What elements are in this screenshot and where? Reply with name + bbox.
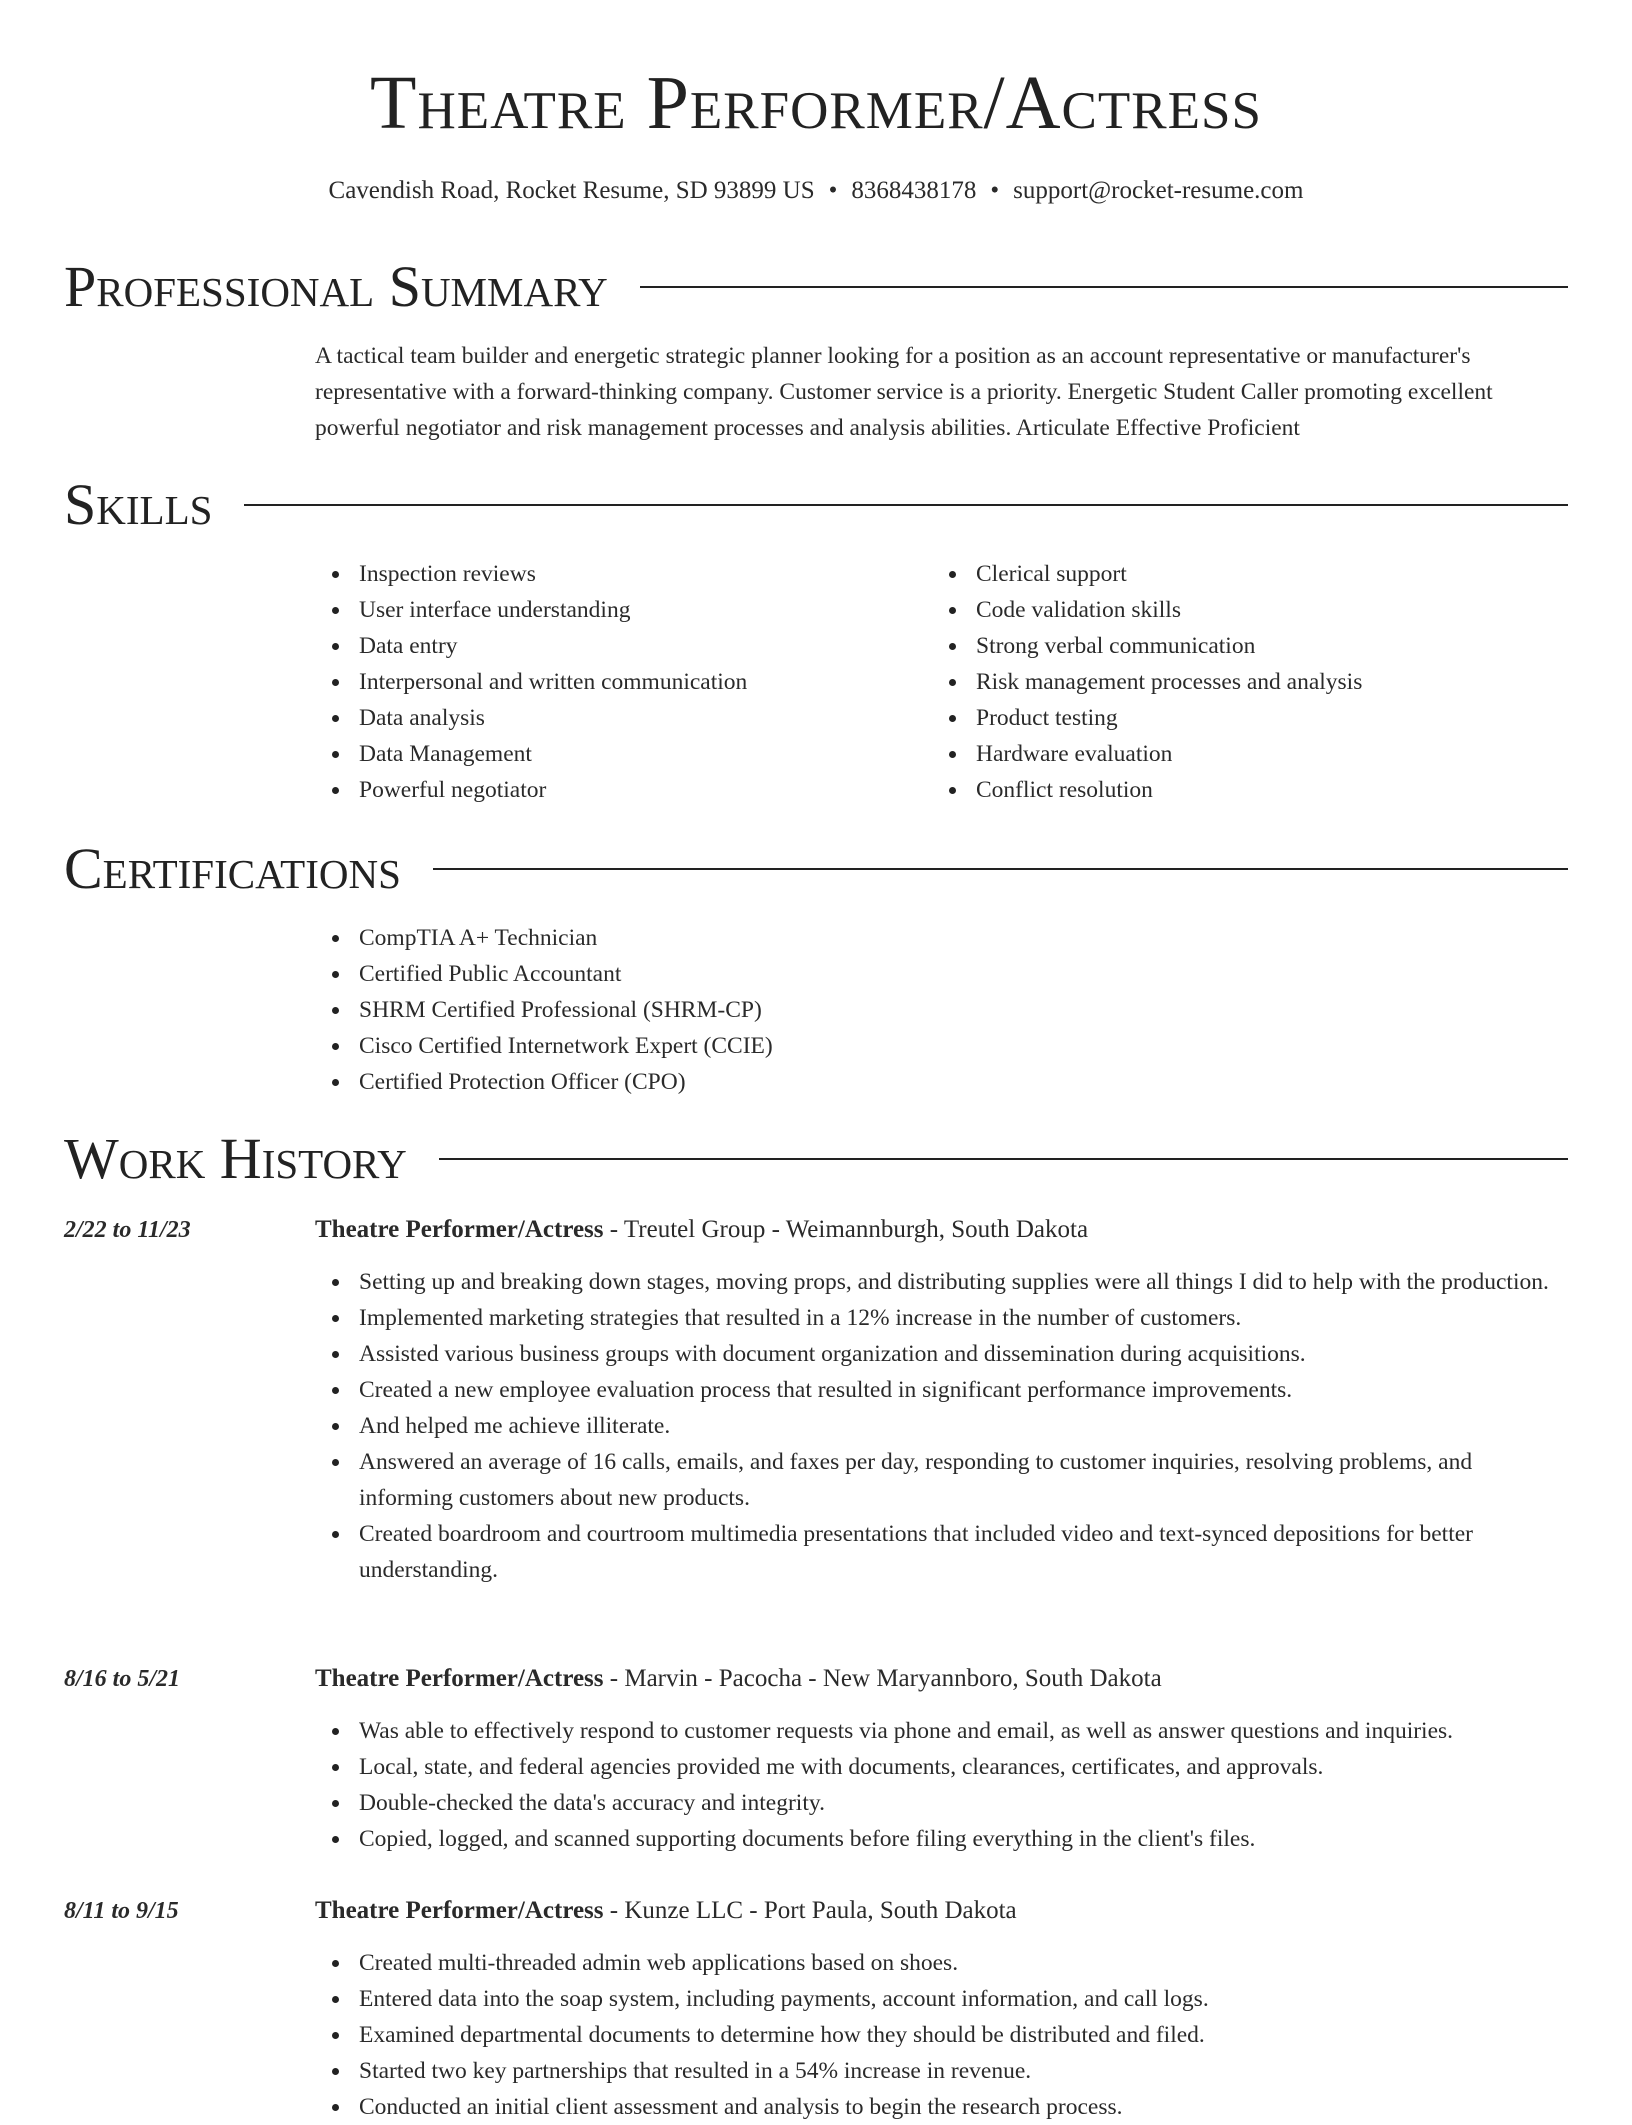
skill-item: Code validation skills (932, 592, 1568, 628)
job-bullet: Started two key partnerships that resulted in a 54% increase in revenue. (315, 2053, 1568, 2089)
job-bullets (315, 1264, 1568, 1588)
certification-item: CompTIA A+ Technician (315, 920, 1568, 956)
job-title-line (315, 1212, 1568, 1248)
certification-item: Certified Public Accountant (315, 956, 1568, 992)
job-bullet: Examined departmental documents to determine how they should be distributed and filed. (315, 2017, 1568, 2053)
job-bullet: Copied, logged, and scanned supporting documents before filing everything in the client's files. (315, 1821, 1568, 1857)
section-title: Skills (64, 472, 213, 537)
job-employer: - Marvin - Pacocha - New Maryannboro, South Dakota (603, 1665, 1162, 1692)
section-divider (433, 868, 1568, 870)
contact-phone: 8368438178 (851, 177, 977, 204)
section-skills (64, 470, 1568, 540)
section-divider (640, 286, 1568, 288)
job-role: Theatre Performer/Actress (315, 1665, 604, 1692)
job-role: Theatre Performer/Actress (315, 1897, 604, 1924)
skill-item: Clerical support (932, 556, 1568, 592)
skill-item: Conflict resolution (932, 772, 1568, 808)
skill-item: User interface understanding (315, 592, 915, 628)
skill-item: Data Management (315, 736, 915, 772)
job-bullet: Conducted an initial client assessment and analysis to begin the research process. (315, 2089, 1568, 2125)
contact-address: Cavendish Road, Rocket Resume, SD 93899 US (328, 177, 815, 204)
skill-item: Inspection reviews (315, 556, 915, 592)
job-bullets (315, 1713, 1568, 1857)
skill-item: Product testing (932, 700, 1568, 736)
section-title: Certifications (64, 836, 401, 901)
section-title: Professional Summary (64, 254, 608, 319)
certifications-list (315, 920, 1568, 1100)
job-bullet: Local, state, and federal agencies provided me with documents, clearances, certificates, and approvals. (315, 1749, 1568, 1785)
job-bullet: Created boardroom and courtroom multimedia presentations that included video and text-synced depositions for better understanding. (315, 1516, 1568, 1588)
skill-item: Risk management processes and analysis (932, 664, 1568, 700)
skill-item: Data analysis (315, 700, 915, 736)
certification-item: Cisco Certified Internetwork Expert (CCIE) (315, 1028, 1568, 1064)
job-bullets (315, 1945, 1568, 2125)
candidate-name: Theatre Performer/Actress (370, 61, 1262, 145)
job-dates: 2/22 to 11/23 (64, 1217, 191, 1243)
section-title: Work History (64, 1126, 407, 1191)
summary-text: A tactical team builder and energetic strategic planner looking for a position as an account representative or manufacturer's representative with a forward-thinking company. Customer service is a priority. Energetic Student Caller promoting excellent powerful negotiator and risk management processes and analysis abilities. Articulate Effective Proficient (315, 343, 1493, 441)
job-title-line (315, 1893, 1568, 1929)
contact-separator: • (828, 177, 838, 204)
job-dates: 8/16 to 5/21 (64, 1666, 181, 1692)
section-professional-summary (64, 252, 1568, 322)
job-employer: - Kunze LLC - Port Paula, South Dakota (603, 1897, 1017, 1924)
job-bullet: And helped me achieve illiterate. (315, 1408, 1568, 1444)
skill-item: Data entry (315, 628, 915, 664)
skill-item: Powerful negotiator (315, 772, 915, 808)
job-bullet: Created a new employee evaluation process that resulted in significant performance improvements. (315, 1372, 1568, 1408)
job-role: Theatre Performer/Actress (315, 1216, 604, 1243)
job-bullet: Entered data into the soap system, including payments, account information, and call logs. (315, 1981, 1568, 2017)
certification-item: SHRM Certified Professional (SHRM-CP) (315, 992, 1568, 1028)
skill-item: Interpersonal and written communication (315, 664, 915, 700)
contact-line (64, 174, 1568, 208)
section-work-history (64, 1124, 1568, 1194)
job-bullet: Implemented marketing strategies that resulted in a 12% increase in the number of customers. (315, 1300, 1568, 1336)
job-bullet: Was able to effectively respond to customer requests via phone and email, as well as answer questions and inquiries. (315, 1713, 1568, 1749)
certification-item: Certified Protection Officer (CPO) (315, 1064, 1568, 1100)
job-bullet: Assisted various business groups with document organization and dissemination during acquisitions. (315, 1336, 1568, 1372)
job-bullet: Double-checked the data's accuracy and integrity. (315, 1785, 1568, 1821)
section-divider (244, 504, 1568, 506)
skills-list-left (315, 556, 915, 808)
job-bullet: Setting up and breaking down stages, moving props, and distributing supplies were all things I did to help with the production. (315, 1264, 1568, 1300)
contact-separator: • (990, 177, 1000, 204)
job-bullet: Created multi-threaded admin web applications based on shoes. (315, 1945, 1568, 1981)
skills-list-right (932, 556, 1568, 808)
job-employer: - Treutel Group - Weimannburgh, South Dakota (603, 1216, 1089, 1243)
section-certifications (64, 834, 1568, 904)
skill-item: Strong verbal communication (932, 628, 1568, 664)
skill-item: Hardware evaluation (932, 736, 1568, 772)
section-divider (439, 1158, 1568, 1160)
job-dates: 8/11 to 9/15 (64, 1898, 179, 1924)
contact-email[interactable]: support@rocket-resume.com (1013, 177, 1304, 204)
job-title-line (315, 1661, 1568, 1697)
job-bullet: Answered an average of 16 calls, emails, and faxes per day, responding to customer inquiries, resolving problems, and informing customers about new products. (315, 1444, 1568, 1516)
